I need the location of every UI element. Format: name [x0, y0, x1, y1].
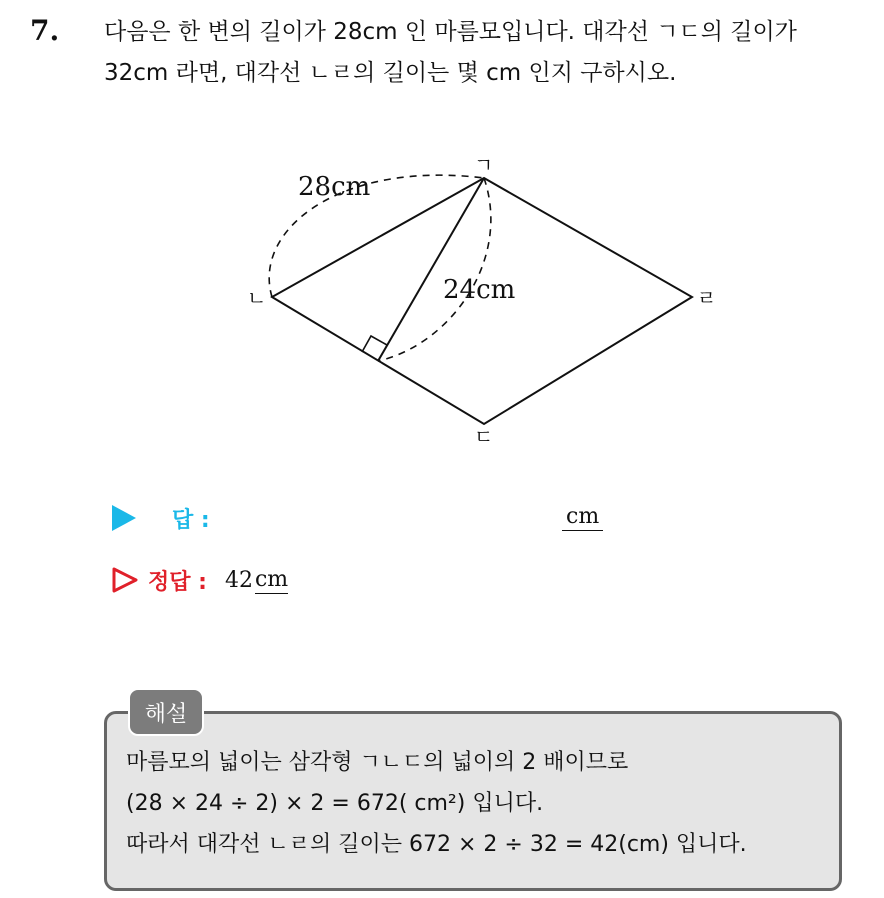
explanation-line-2: (28 × 24 ÷ 2) × 2 = 672( cm²) 입니다. [126, 791, 544, 816]
right-angle-mark [362, 336, 387, 352]
explanation-line-1: 마름모의 넓이는 삼각형 ㄱㄴㄷ의 넓이의 2 배이므로 [126, 750, 629, 775]
correct-answer-unit: cm [254, 566, 289, 592]
question-number: 7. [30, 14, 60, 47]
question-line-1: 다음은 한 변의 길이가 28cm 인 마름모입니다. 대각선 ㄱㄷ의 길이가 [104, 19, 797, 45]
correct-answer-row [112, 562, 288, 598]
height-length-label: 24cm [443, 275, 516, 305]
answer-label: 답 : [172, 507, 210, 533]
vertex-label-right: ㄹ [697, 286, 717, 310]
outline-triangle-icon [112, 567, 138, 593]
explanation-text [126, 742, 747, 865]
explanation-line-3: 따라서 대각선 ㄴㄹ의 길이는 672 × 2 ÷ 32 = 42(cm) 입니다. [126, 832, 747, 857]
play-triangle-icon [112, 505, 136, 531]
vertex-label-top: ㄱ [474, 153, 494, 177]
vertex-label-left: ㄴ [247, 286, 267, 310]
height-line [378, 178, 484, 361]
answer-row [112, 500, 600, 536]
correct-answer-label: 정답 : [148, 569, 207, 595]
explanation-tab: 해설 [128, 688, 204, 736]
side-length-label: 28cm [298, 172, 371, 202]
question-line-2: 32cm 라면, 대각선 ㄴㄹ의 길이는 몇 cm 인지 구하시오. [104, 60, 677, 86]
answer-unit-blank[interactable]: cm [562, 504, 603, 531]
vertex-label-bottom: ㄷ [474, 425, 494, 449]
correct-answer-value: 42 [224, 567, 253, 593]
